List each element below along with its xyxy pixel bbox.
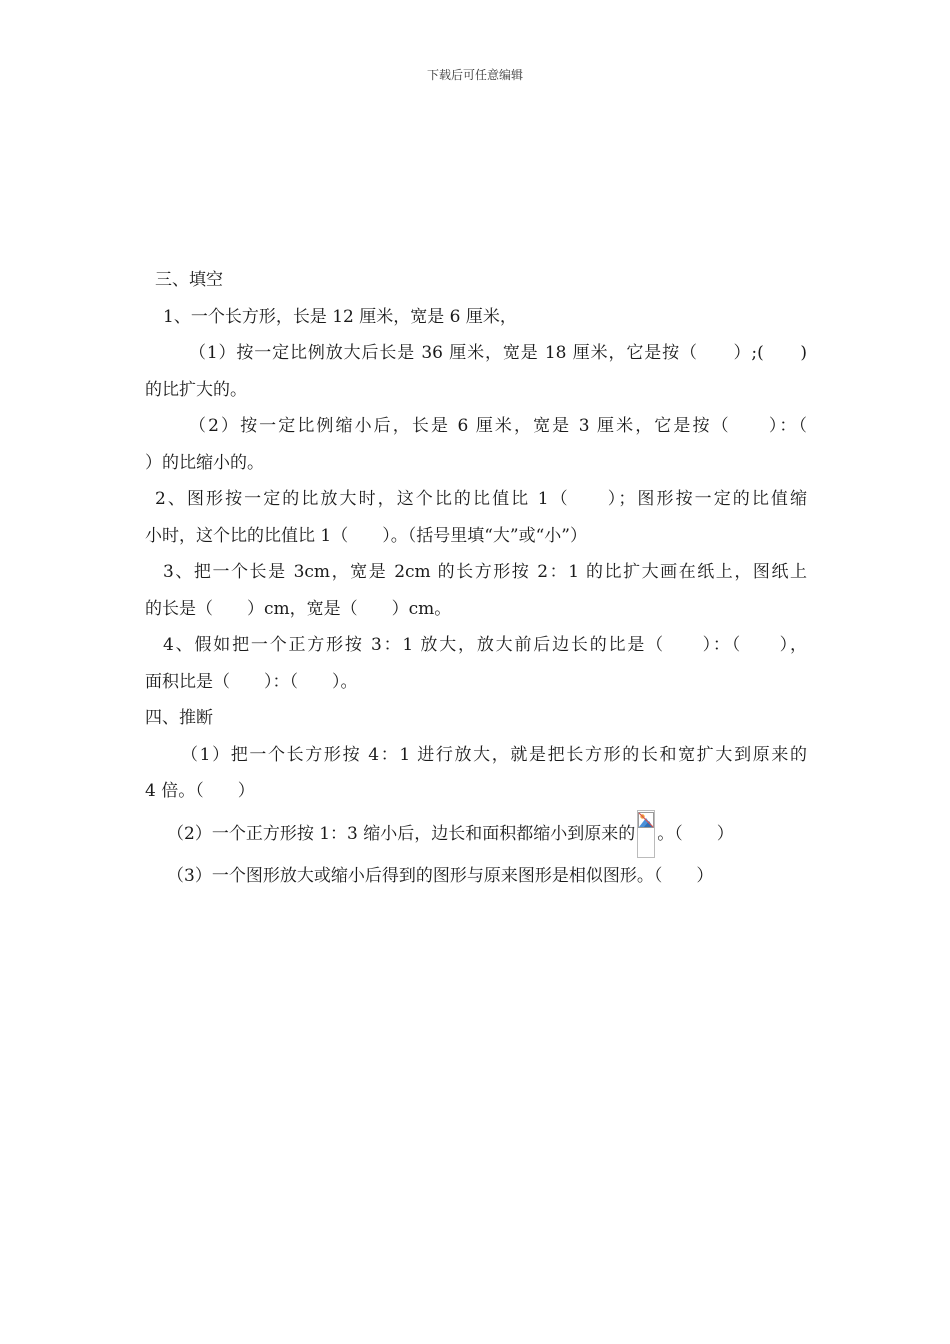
page-header: 下载后可任意编辑 [426,68,523,82]
question-4-line-1: 4、假如把一个正方形按 3：1 放大，放大前后边长的比是（ ）：（ ）， [163,635,807,655]
judge-2 [145,810,807,858]
question-1-part-1-line-2: 的比扩大的。 [145,379,247,400]
question-1-stem: 1、一个长方形，长是 12 厘米，宽是 6 厘米， [163,306,517,327]
judge-2-text-before: （2）一个正方形按 1：3 缩小后，边长和面积都缩小到原来的 [167,823,636,844]
question-2-line-2: 小时，这个比的比值比 1（ ）。（括号里填“大”或“小”） [145,525,587,546]
question-4-line-2: 面积比是（ ）：（ ）。 [145,671,358,692]
judge-1-line-2: 4 倍。（ ） [145,781,255,801]
question-3-line-2: 的长是（ ）cm，宽是（ ）cm。 [145,598,452,619]
judge-1-line-1: （1）把一个长方形按 4：1 进行放大，就是把长方形的长和宽扩大到原来的 [181,744,807,765]
broken-image-icon [637,810,655,858]
question-1-part-2-line-1: （2）按一定比例缩小后，长是 6 厘米，宽是 3 厘米，它是按（ ）：（ [189,416,807,436]
section-3-title: 三、填空 [155,270,223,290]
question-3-line-1: 3、把一个长是 3cm，宽是 2cm 的长方形按 2：1 的比扩大画在纸上，图纸上 [163,562,807,582]
judge-2-text-after: 。（ ） [657,823,734,844]
section-4-title: 四、推断 [145,708,213,728]
judge-3: （3）一个图形放大或缩小后得到的图形与原来图形是相似图形。（ ） [167,865,714,886]
document-body [145,262,807,894]
question-2-line-1: 2、图形按一定的比放大时，这个比的比值比 1（ ）；图形按一定的比值缩 [155,489,807,509]
question-1-part-2-line-2: ）的比缩小的。 [145,452,264,473]
question-1-part-1-line-1: （1）按一定比例放大后长是 36 厘米，宽是 18 厘米，它是按（ ）;( ) [189,343,807,363]
